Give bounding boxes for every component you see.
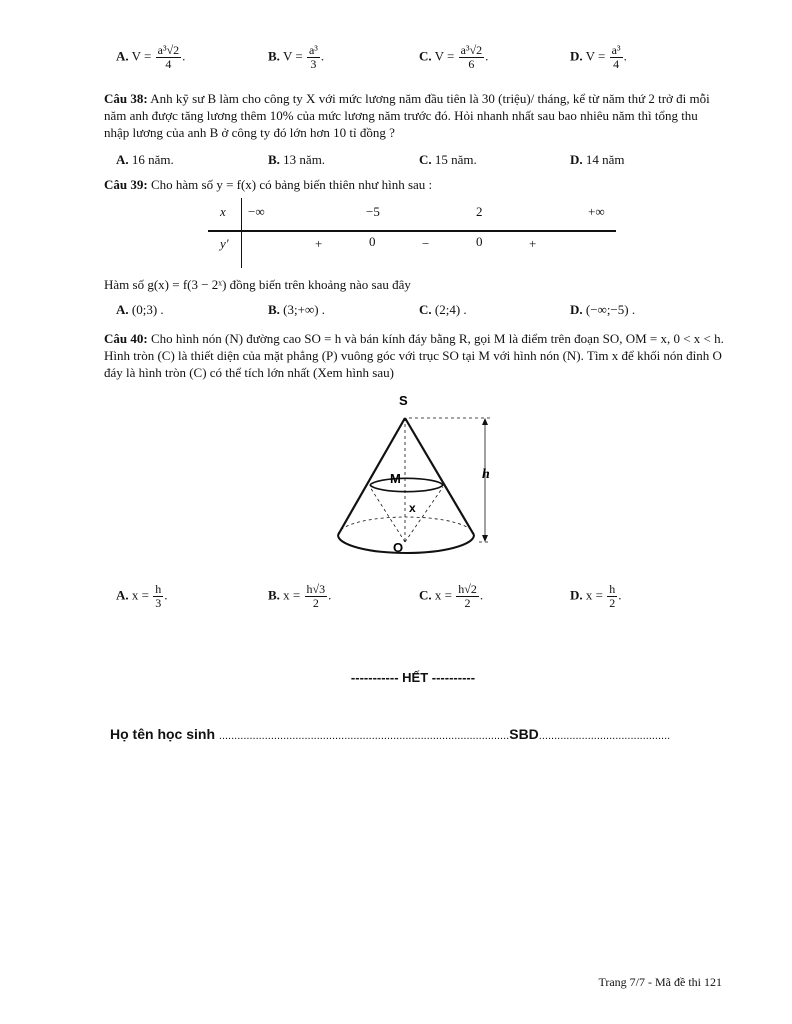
table-x-label: x: [220, 204, 226, 219]
q38-option-d: D. 14 năm: [570, 152, 625, 167]
q38-option-a: A. 16 năm.: [116, 152, 174, 167]
q39-label: Câu 39:: [104, 177, 148, 192]
student-info: [110, 726, 670, 742]
label-o: O: [393, 540, 404, 555]
q38-label: Câu 38:: [104, 91, 148, 106]
sbd-label: SBD: [509, 726, 539, 742]
q40-label: Câu 40:: [104, 331, 148, 346]
section-back: [370, 478, 443, 485]
q37-option-a: A. V = $\frac{\text{a³√2}}{4}$ .: [116, 43, 186, 71]
q37-option-b: B. V = $\frac{\text{a³}}{3}$ .: [268, 43, 325, 71]
table-y-zero: 0: [476, 234, 483, 249]
label-h: h: [482, 467, 490, 482]
q39-option-d: D. (−∞;−5) .: [570, 302, 636, 317]
inner-cone-left: [370, 487, 405, 542]
q39-option-c: C. (2;4) .: [419, 302, 467, 317]
q37-option-d: D. V = $\frac{\text{a³}}{4}$ .: [570, 43, 627, 71]
table-y-sign: −: [422, 236, 430, 251]
q38-option-c: C. 15 năm.: [419, 152, 477, 167]
end-marker: ----------- HẾT ----------: [350, 670, 476, 685]
table-x-value: 2: [476, 204, 483, 219]
table-y-label: y′: [220, 236, 229, 251]
q39-question: Hàm số g(x) = f(3 − 2ˣ) đồng biến trên khoảng nào sau đây: [104, 277, 411, 292]
cone-figure: [325, 388, 505, 564]
student-name-label: Họ tên học sinh: [110, 726, 215, 742]
table-horizontal-line: [208, 230, 616, 232]
cone-base-back: [338, 517, 474, 535]
table-y-sign: +: [529, 236, 537, 251]
table-y-zero: 0: [369, 234, 376, 249]
q37-option-c: C. V = $\frac{\text{a³√2}}{6}$ .: [419, 43, 489, 71]
page-footer: Trang 7/7 - Mã đề thi 121: [598, 975, 722, 989]
label-s: S: [399, 393, 408, 408]
table-x-value: −∞: [248, 204, 265, 219]
q40-text: Câu 40: Cho hình nón (N) đường cao SO = h và bán kính đáy bằng R, gọi M là điểm trên đoạn SO, OM = x, 0 < x < h. Hình tròn (C) là thiết diện của mặt phẳng (P) vuông góc với trục SO tại M với hình nón (N). Tìm x để khối nón đỉnh O đáy là hình tròn (C) có thể tích lớn nhất (Xem hình sau): [104, 331, 724, 380]
cone-base-front: [338, 535, 474, 553]
q39-option-b: B. (3;+∞) .: [268, 302, 326, 317]
q40-option-d: D. x = $\frac{h}{2}$ .: [570, 582, 622, 610]
section-front: [370, 485, 443, 492]
q38-text: Câu 38: Anh kỹ sư B làm cho công ty X với mức lương năm đầu tiên là 30 (triệu)/ tháng, kể từ năm thứ 2 trở đi mỗi năm anh được tăng lương thêm 10% của mức lương năm trước đó. Hỏi nhanh nhất sau bao nhiêu năm thì tổng thu nhập lương của anh B ở công ty đó lớn hơn 10 tỉ đồng ?: [104, 91, 710, 140]
label-m: M: [390, 471, 401, 486]
table-vertical-line: [241, 198, 242, 268]
variation-table: [208, 198, 618, 268]
q40-option-a: A. x = $\frac{h}{3}$ .: [116, 582, 168, 610]
cone-side-right: [405, 418, 474, 535]
table-y-sign: +: [315, 236, 323, 251]
q38-option-b: B. 13 năm.: [268, 152, 326, 167]
table-x-value: +∞: [588, 204, 605, 219]
table-x-value: −5: [366, 204, 380, 219]
sbd-field[interactable]: ...........................................: [538, 730, 671, 742]
student-name-field[interactable]: ...............................................................................................: [218, 730, 510, 742]
label-x: x: [409, 501, 416, 515]
q40-option-c: C. x = $\frac{h√2}{2}$ .: [419, 582, 484, 610]
q40-option-b: B. x = $\frac{h√3}{2}$ .: [268, 582, 332, 610]
q39-option-a: A. (0;3) .: [116, 302, 164, 317]
q39-text: Câu 39: Cho hàm số y = f(x) có bảng biến thiên như hình sau :: [104, 177, 433, 192]
